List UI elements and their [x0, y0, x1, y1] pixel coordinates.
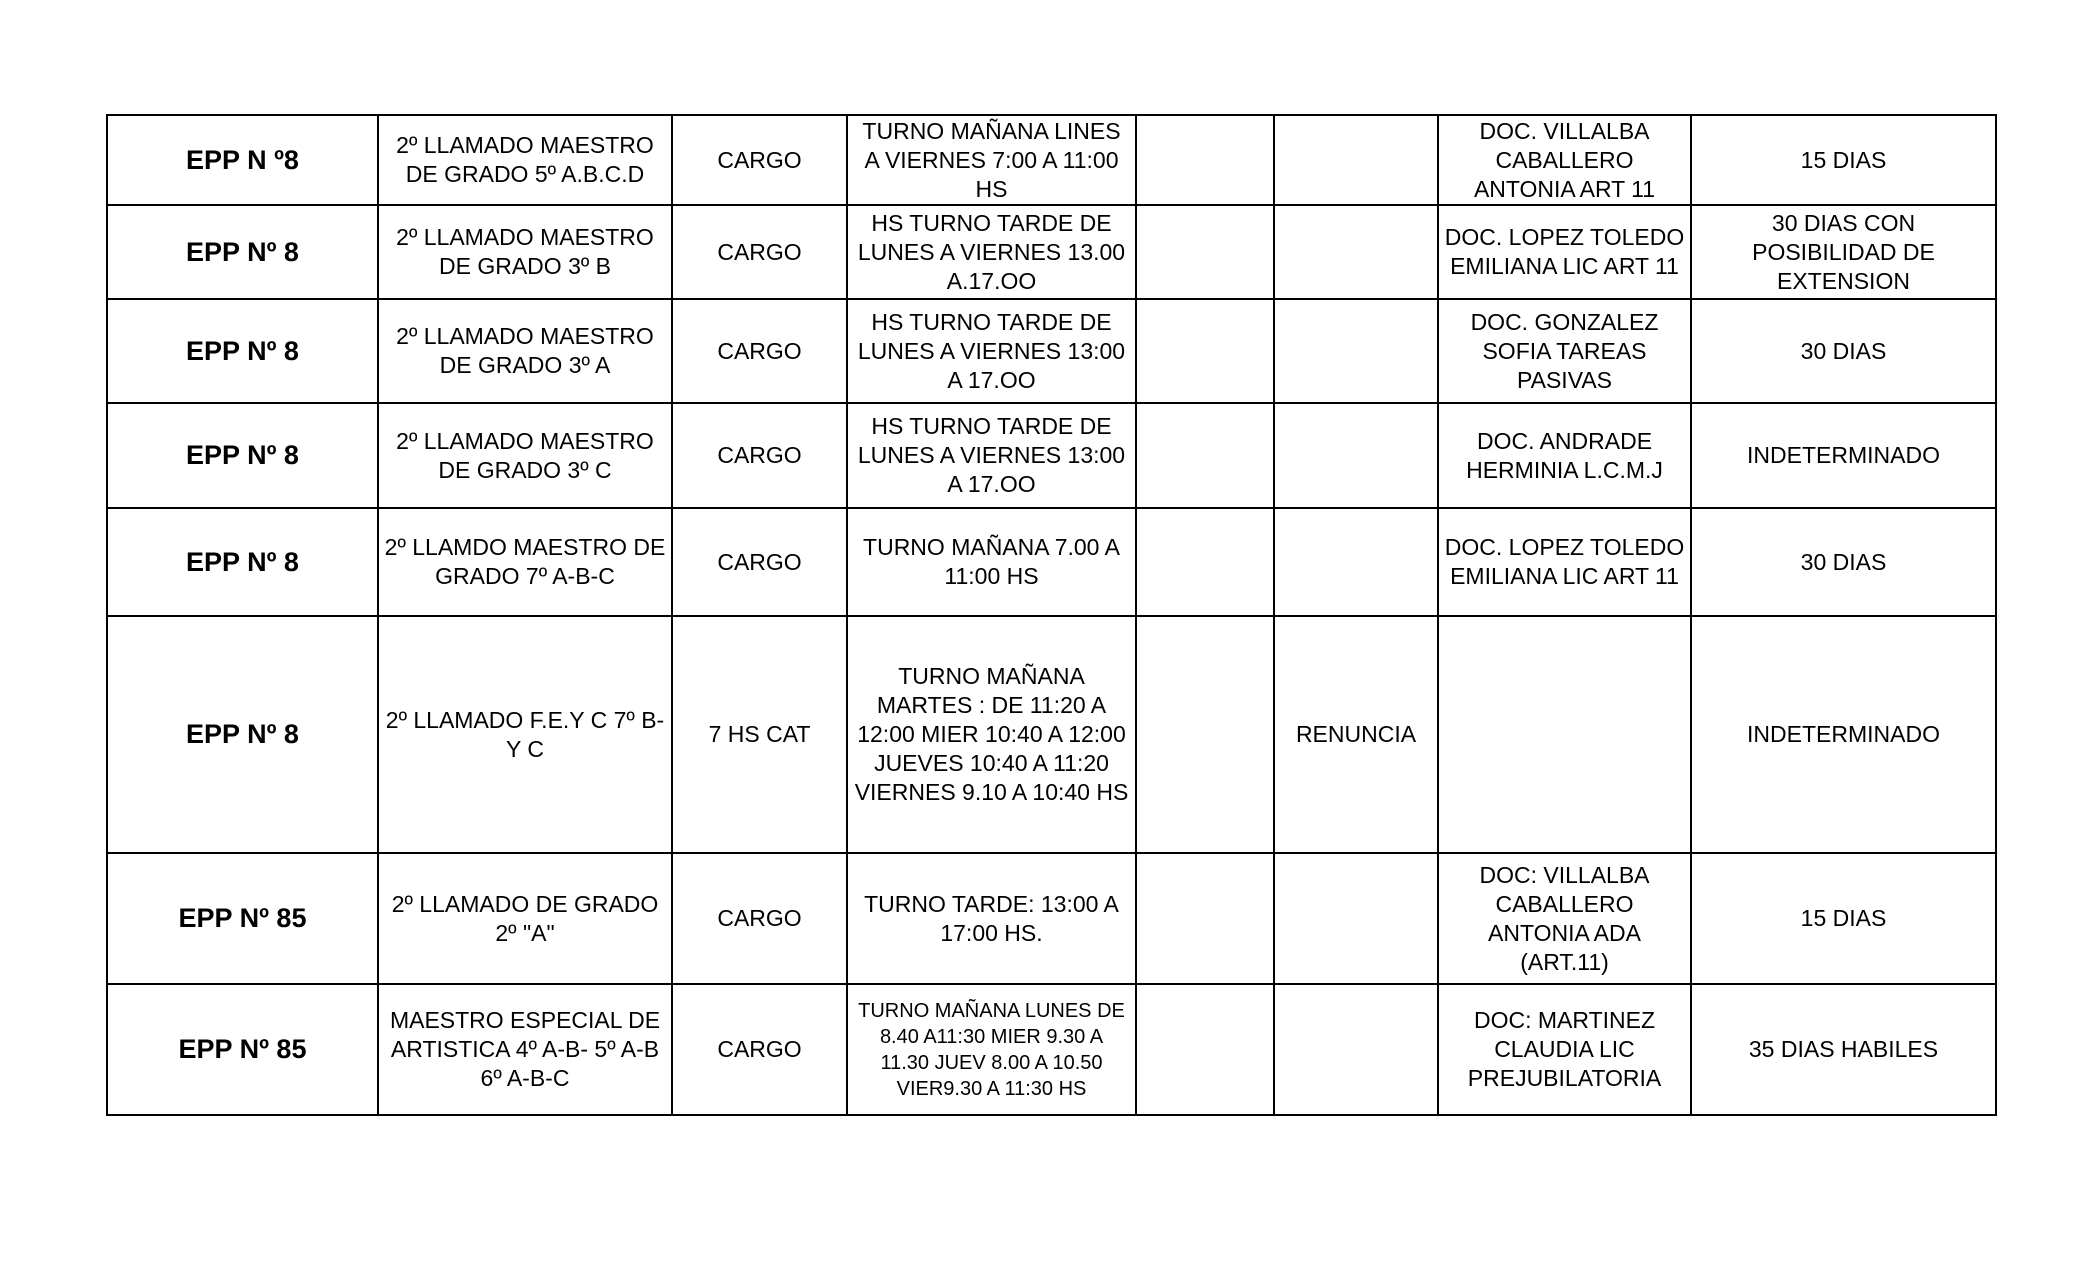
call-cell: 2º LLAMADO F.E.Y C 7º B- Y C	[378, 616, 672, 853]
reason-cell	[1274, 853, 1438, 984]
schedule-cell: HS TURNO TARDE DE LUNES A VIERNES 13.00 A.17.OO	[847, 205, 1136, 299]
blank-cell	[1136, 984, 1274, 1115]
reason-cell: RENUNCIA	[1274, 616, 1438, 853]
school-cell: EPP Nº 8	[107, 205, 378, 299]
schedule-cell: TURNO MAÑANA LINES A VIERNES 7:00 A 11:00 HS	[847, 115, 1136, 205]
duration-cell: INDETERMINADO	[1691, 403, 1996, 508]
school-cell: EPP Nº 8	[107, 508, 378, 616]
call-cell: 2º LLAMADO MAESTRO DE GRADO 3º B	[378, 205, 672, 299]
table-row	[107, 299, 1996, 403]
type-cell: 7 HS CAT	[672, 616, 847, 853]
schedule-cell: TURNO MAÑANA LUNES DE 8.40 A11:30 MIER 9.30 A 11.30 JUEV 8.00 A 10.50 VIER9.30 A 11:30 HS	[847, 984, 1136, 1115]
vacancy-table	[106, 114, 1997, 1116]
holder-cell: DOC: VILLALBA CABALLERO ANTONIA ADA (ART.11)	[1438, 853, 1691, 984]
holder-cell: DOC: MARTINEZ CLAUDIA LIC PREJUBILATORIA	[1438, 984, 1691, 1115]
type-cell: CARGO	[672, 403, 847, 508]
reason-cell	[1274, 115, 1438, 205]
holder-cell: DOC. VILLALBA CABALLERO ANTONIA ART 11	[1438, 115, 1691, 205]
schedule-cell: HS TURNO TARDE DE LUNES A VIERNES 13:00 A 17.OO	[847, 403, 1136, 508]
schedule-cell: HS TURNO TARDE DE LUNES A VIERNES 13:00 A 17.OO	[847, 299, 1136, 403]
call-cell: 2º LLAMADO MAESTRO DE GRADO 3º C	[378, 403, 672, 508]
type-cell: CARGO	[672, 508, 847, 616]
table-row	[107, 853, 1996, 984]
blank-cell	[1136, 115, 1274, 205]
holder-cell: DOC. LOPEZ TOLEDO EMILIANA LIC ART 11	[1438, 205, 1691, 299]
duration-cell: 30 DIAS CON POSIBILIDAD DE EXTENSION	[1691, 205, 1996, 299]
type-cell: CARGO	[672, 984, 847, 1115]
blank-cell	[1136, 616, 1274, 853]
school-cell: EPP Nº 8	[107, 299, 378, 403]
holder-cell	[1438, 616, 1691, 853]
table-row	[107, 205, 1996, 299]
call-cell: 2º LLAMDO MAESTRO DE GRADO 7º A-B-C	[378, 508, 672, 616]
reason-cell	[1274, 984, 1438, 1115]
reason-cell	[1274, 299, 1438, 403]
type-cell: CARGO	[672, 205, 847, 299]
table-row	[107, 984, 1996, 1115]
reason-cell	[1274, 508, 1438, 616]
call-cell: 2º LLAMADO MAESTRO DE GRADO 5º A.B.C.D	[378, 115, 672, 205]
duration-cell: 30 DIAS	[1691, 299, 1996, 403]
table-row	[107, 403, 1996, 508]
type-cell: CARGO	[672, 853, 847, 984]
schedule-cell: TURNO TARDE: 13:00 A 17:00 HS.	[847, 853, 1136, 984]
holder-cell: DOC. ANDRADE HERMINIA L.C.M.J	[1438, 403, 1691, 508]
school-cell: EPP Nº 85	[107, 853, 378, 984]
blank-cell	[1136, 299, 1274, 403]
type-cell: CARGO	[672, 299, 847, 403]
reason-cell	[1274, 205, 1438, 299]
call-cell: 2º LLAMADO MAESTRO DE GRADO 3º A	[378, 299, 672, 403]
school-cell: EPP Nº 8	[107, 616, 378, 853]
type-cell: CARGO	[672, 115, 847, 205]
call-cell: 2º LLAMADO DE GRADO 2º "A"	[378, 853, 672, 984]
duration-cell: 30 DIAS	[1691, 508, 1996, 616]
blank-cell	[1136, 403, 1274, 508]
school-cell: EPP Nº 85	[107, 984, 378, 1115]
blank-cell	[1136, 508, 1274, 616]
table-row	[107, 508, 1996, 616]
table-row	[107, 616, 1996, 853]
duration-cell: 15 DIAS	[1691, 115, 1996, 205]
call-cell: MAESTRO ESPECIAL DE ARTISTICA 4º A-B- 5º A-B 6º A-B-C	[378, 984, 672, 1115]
schedule-cell: TURNO MAÑANA 7.00 A 11:00 HS	[847, 508, 1136, 616]
holder-cell: DOC. LOPEZ TOLEDO EMILIANA LIC ART 11	[1438, 508, 1691, 616]
duration-cell: 15 DIAS	[1691, 853, 1996, 984]
duration-cell: INDETERMINADO	[1691, 616, 1996, 853]
table-row	[107, 115, 1996, 205]
school-cell: EPP Nº 8	[107, 403, 378, 508]
reason-cell	[1274, 403, 1438, 508]
blank-cell	[1136, 205, 1274, 299]
schedule-cell: TURNO MAÑANA MARTES : DE 11:20 A 12:00 MIER 10:40 A 12:00 JUEVES 10:40 A 11:20 VIERNES 9.10 A 10:40 HS	[847, 616, 1136, 853]
duration-cell: 35 DIAS HABILES	[1691, 984, 1996, 1115]
blank-cell	[1136, 853, 1274, 984]
school-cell: EPP N º8	[107, 115, 378, 205]
holder-cell: DOC. GONZALEZ SOFIA TAREAS PASIVAS	[1438, 299, 1691, 403]
